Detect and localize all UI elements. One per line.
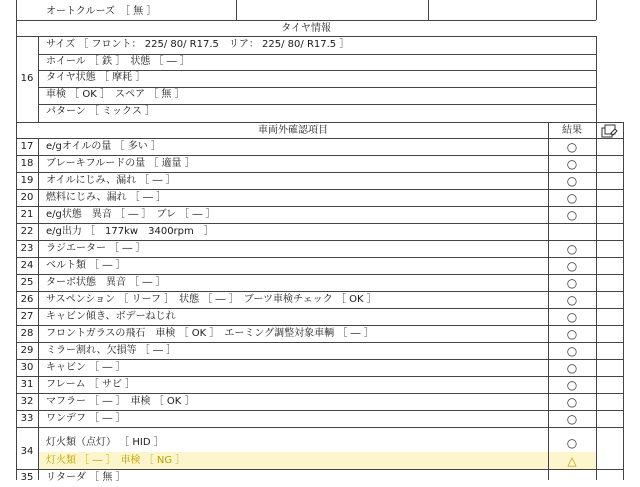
result-mark: ○ xyxy=(566,436,578,450)
inspection-item: キャビン ［ ― ］ xyxy=(46,362,126,373)
inspection-item: キャビン傾き、ボデーねじれ xyxy=(46,311,176,322)
result-mark: ○ xyxy=(566,276,578,290)
result-mark: ○ xyxy=(566,378,578,392)
inspection-item: e/gオイルの量 ［ 多い ］ xyxy=(46,141,161,152)
result-mark: ○ xyxy=(566,361,578,375)
inspection-item: 燃料にじみ、漏れ ［ ― ］ xyxy=(46,192,167,203)
result-mark: ○ xyxy=(566,208,578,222)
inspection-item: マフラー ［ ― ］ 車検 ［ OK ］ xyxy=(46,396,195,407)
inspection-item: ブレーキフルードの量 ［ 適量 ］ xyxy=(46,158,195,169)
result-mark: ○ xyxy=(566,412,578,426)
tire-condition: タイヤ状態 ［ 摩耗 ］ xyxy=(46,72,146,83)
exterior-section-title: 車両外確認項目 xyxy=(258,125,328,136)
row-number: 22 xyxy=(20,226,34,237)
result-mark: ○ xyxy=(566,395,578,409)
lights-inspection-ng: 灯火類 ［ ― ］ 車検 ［ NG ］ xyxy=(46,455,186,466)
inspection-item: フレーム ［ サビ ］ xyxy=(46,379,136,390)
inspection-item: ワンデフ ［ ― ］ xyxy=(46,413,126,424)
row-number: 27 xyxy=(20,311,34,322)
cruise-control-text: オートクルーズ ［ 無 ］ xyxy=(46,6,157,17)
row-number: 31 xyxy=(20,379,34,390)
inspection-item: e/g出力 ［ 177kw 3400rpm ］ xyxy=(46,226,214,237)
result-mark: ○ xyxy=(566,344,578,358)
row-number: 24 xyxy=(20,260,34,271)
edit-document-icon[interactable] xyxy=(600,123,618,142)
row-number: 28 xyxy=(20,328,34,339)
row-number: 21 xyxy=(20,209,34,220)
inspection-item: e/g状態 異音 ［ ― ］ ブレ ［ ― ］ xyxy=(46,209,216,220)
inspection-item: ターボ状態 異音 ［ ― ］ xyxy=(46,277,166,288)
inspection-item: フロントガラスの飛石 車検 ［ OK ］ エーミング調整対象車輌 ［ ― ］ xyxy=(46,328,374,339)
inspection-item: オイルにじみ、漏れ ［ ― ］ xyxy=(46,175,176,186)
row-number: 33 xyxy=(20,413,34,424)
inspection-item: ミラー割れ、欠損等 ［ ― ］ xyxy=(46,345,177,356)
result-mark: ○ xyxy=(566,327,578,341)
tire-inspection: 車検 ［ OK ］ スペア ［ 無 ］ xyxy=(46,89,185,100)
lights-status: 灯火類（点灯） ［ HID ］ xyxy=(46,437,164,448)
result-mark: ○ xyxy=(566,242,578,256)
row-number: 29 xyxy=(20,345,34,356)
row-number: 16 xyxy=(20,73,34,84)
inspection-item: サスペンション ［ リーフ ］ 状態 ［ ― ］ ブーツ車検チェック ［ OK ］ xyxy=(46,294,377,305)
result-mark: ○ xyxy=(566,157,578,171)
row-number: 35 xyxy=(20,472,34,483)
result-mark-warning: △ xyxy=(567,454,577,468)
result-header: 結果 xyxy=(562,125,582,136)
row-number: 32 xyxy=(20,396,34,407)
tire-pattern: パターン ［ ミックス ］ xyxy=(46,106,156,117)
row-number: 19 xyxy=(20,175,34,186)
row-number: 30 xyxy=(20,362,34,373)
row-number: 26 xyxy=(20,294,34,305)
inspection-item: ラジエーター ［ ― ］ xyxy=(46,243,146,254)
result-mark: ○ xyxy=(566,293,578,307)
wheel-status: ホイール ［ 鉄 ］ 状態 ［ ― ］ xyxy=(46,56,190,67)
result-mark: ○ xyxy=(566,174,578,188)
result-mark: ○ xyxy=(566,191,578,205)
row-number: 18 xyxy=(20,158,34,169)
inspection-item: ベルト類 ［ ― ］ xyxy=(46,260,126,271)
retarder-status: リターダ ［ 無 ］ xyxy=(46,472,126,483)
row-number: 34 xyxy=(20,446,34,457)
result-mark: ○ xyxy=(566,140,578,154)
row-number: 17 xyxy=(20,141,34,152)
inspection-sheet xyxy=(16,0,624,483)
row-number: 23 xyxy=(20,243,34,254)
result-mark: ○ xyxy=(566,259,578,273)
tire-size: サイズ ［ フロント： 225/ 80/ R17.5 リア： 225/ 80/ R17.5 ］ xyxy=(46,39,350,50)
tire-section-title: タイヤ情報 xyxy=(281,23,331,34)
result-mark: ○ xyxy=(566,310,578,324)
row-number: 25 xyxy=(20,277,34,288)
row-number: 20 xyxy=(20,192,34,203)
